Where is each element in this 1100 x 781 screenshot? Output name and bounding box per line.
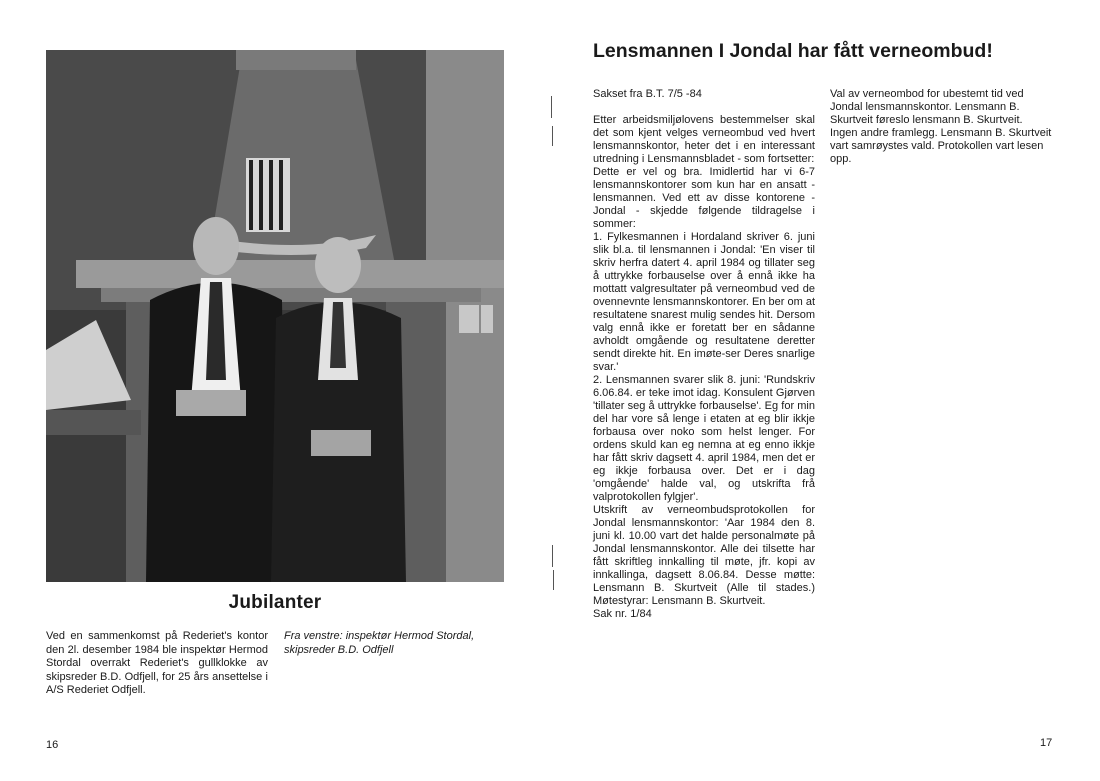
paragraph: Val av verneombod for ubestemt tid ved Jondal lensmannskontor. Lensmann B. Skurtveit føreslo lensmann B. Skurtveit. Ingen andre framlegg. Lensmann B. Skurtveit vart samrøystes vald. Protokollen vart lesen opp. <box>830 88 1052 165</box>
article-source: Sakset fra B.T. 7/5 -84 <box>593 88 702 100</box>
gutter-mark <box>553 570 554 590</box>
page-number-left: 16 <box>46 739 59 751</box>
article-title-verneombud: Lensmannen I Jondal har fått verneombud! <box>593 40 993 62</box>
article-column-2 <box>830 88 1052 166</box>
gutter-mark <box>552 545 553 567</box>
photo-caption: Fra venstre: inspektør Hermod Stordal, skipsreder B.D. Odfjell <box>284 630 475 656</box>
paragraph: Dette er vel og bra. Imidlertid har vi 6-7 lensmannskontorer som kun har en ansatt - lensmannen. Ved ett av disse kontorene - Jondal - skjedde følgende tildragelse i sommer: <box>593 166 815 230</box>
paragraph: Etter arbeidsmiljølovens bestemmelser skal det som kjent velges verneombud ved hvert lensmannskontor, heter det i en interessant utredning i Lensmannsbladet - som fortsetter: <box>593 114 815 165</box>
gutter-mark <box>552 126 553 146</box>
paragraph: Utskrift av verneombudsprotokollen for Jondal lensmannskontor: 'Aar 1984 den 8. juni kl. 10.00 vart det halde personalmøte på Jondal lensmannskontor. Alle dei tilsette har fått skriftleg innkalling til møte, jfr. kopi av innkallinga, dagsett 8.06.84. Desse møtte: Lensmann B. Skurtveit (Alle til stades.) Møtestyrar: Lensmann B. Skurtveit. <box>593 504 815 607</box>
article-heading-jubilanter: Jubilanter <box>228 592 322 613</box>
article-body-jubilanter: Ved en sammenkomst på Rederiet's kontor den 2l. desember 1984 ble inspektør Hermod Stordal overrakt Rederiet's gullklokke av skipsreder B.D. Odfjell, for 25 års ansettelse i A/S Rederiet Odfjell. <box>46 630 268 697</box>
paragraph: Sak nr. 1/84 <box>593 608 652 620</box>
gutter-mark <box>551 96 552 118</box>
photo-illustration <box>46 50 504 582</box>
paragraph: 1. Fylkesmannen i Hordaland skriver 6. juni slik bl.a. til lensmannen i Jondal: 'En viser til skriv herfra datert 4. april 1984 og tillater seg å uttrykke forbauselse over å ennå ikke ha mottatt valgresultater på verneombud ved de ovennevnte lensmannskontorer. En ber om at resultatene snarest mulig sendes hit. Dersom valg ennå ikke er foretatt ber en sådanne avholdt omgående og resultatene deretter sendt direkte hit. En imøte-ser Deres snarlige svar.' <box>593 231 815 373</box>
article-column-1 <box>593 88 815 621</box>
page-number-right: 17 <box>1040 737 1053 749</box>
photo-jubilee <box>46 50 504 582</box>
paragraph: 2. Lensmannen svarer slik 8. juni: 'Rundskriv 6.06.84. er teke imot idag. Konsulent Gjørven 'tillater seg å uttrykke forbauselse'. Eg for min del har vore så lenge i etaten at eg blir ikkje forbausa over noko som helst lenger. For ordens skuld kan eg nemna at eg enno ikkje har fått skriv dagsett 4. april 1984, men det er eg ikkje forbausa over. Det er i dag 'omgående' halde val, og utskrifta frå valprotokollen fylgjer'. <box>593 374 815 503</box>
